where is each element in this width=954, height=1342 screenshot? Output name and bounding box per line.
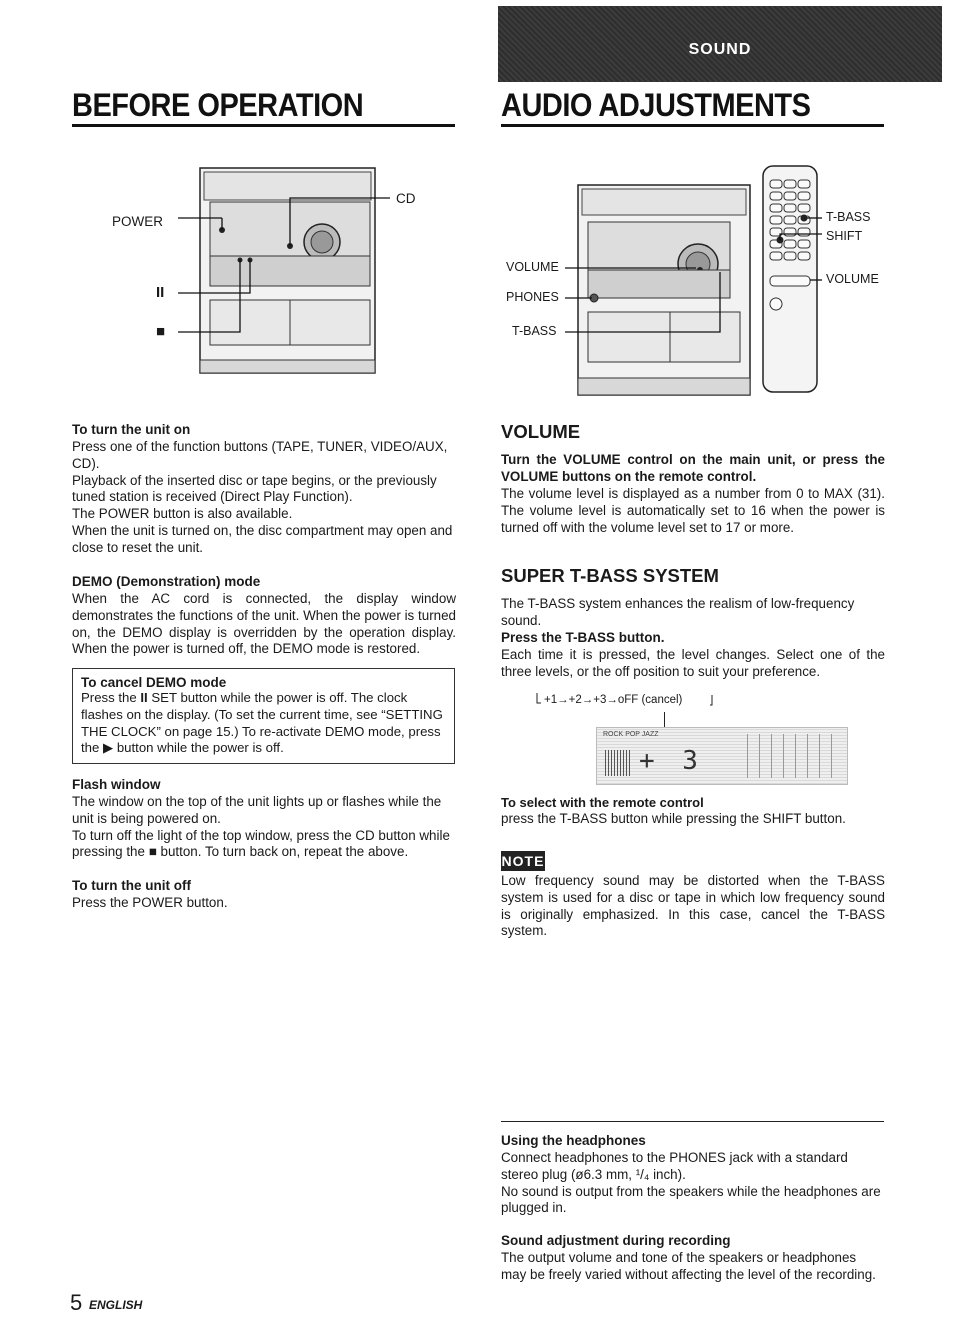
turn-on-heading: To turn the unit on	[72, 422, 191, 437]
unit-and-remote-figure	[500, 160, 900, 400]
tbass-press-instruction: Press the T-BASS button.	[501, 630, 665, 645]
turn-on-p2: Playback of the inserted disc or tape begins, or the previously tuned station is received (Direct Play Function).	[72, 472, 437, 505]
flash-p1: The window on the top of the unit lights up or flashes while the unit is being powered on.	[72, 794, 442, 826]
flash-p2: To turn off the light of the top window, press the CD button while pressing the ■ button. To turn back on, repeat the above.	[72, 827, 450, 860]
tbass-sequence-text: +1→+2→+3→oFF (cancel)	[544, 694, 683, 706]
volume-body: The volume level is displayed as a number from 0 to MAX (31). The volume level is automatically set to 16 when the power is turned off with the volume level set to 17 or more.	[501, 486, 885, 535]
left-title: BEFORE OPERATION	[72, 88, 364, 124]
headphones-p1: Connect headphones to the PHONES jack with a standard stereo plug (ø6.3 mm, ¹/₄ inch).	[501, 1150, 848, 1182]
left-title-rule	[72, 124, 455, 127]
volume-instruction: Turn the VOLUME control on the main unit, or press the VOLUME buttons on the remote control.	[501, 452, 885, 484]
unit-front-illustration	[100, 160, 440, 390]
turn-off-heading: To turn the unit off	[72, 878, 191, 893]
turn-on-body	[72, 439, 456, 557]
bottom-rule	[501, 1121, 884, 1122]
volume-heading: VOLUME	[501, 421, 581, 442]
tbass-heading: SUPER T-BASS SYSTEM	[501, 565, 719, 586]
headphones-heading: Using the headphones	[501, 1133, 646, 1148]
tbass-body: Each time it is pressed, the level changes. Select one of the three levels, or the off position to suit your preference.	[501, 647, 885, 679]
page-language: ENGLISH	[89, 1298, 143, 1312]
headphones-body	[501, 1150, 885, 1217]
stop-icon: ■	[148, 844, 157, 860]
play-icon: ▶	[103, 740, 114, 756]
demo-body: When the AC cord is connected, the display window demonstrates the functions of the unit. When the power is turned on, the DEMO display is overridden by the operation display. When the power is turned off, the DEMO mode is restored.	[72, 591, 456, 657]
tbass-intro: The T-BASS system enhances the realism of low-frequency sound.	[501, 596, 855, 628]
pause-symbol: II	[156, 284, 165, 301]
flash-body	[72, 794, 456, 861]
shift-remote-label: SHIFT	[826, 229, 863, 243]
demo-heading: DEMO (Demonstration) mode	[72, 574, 261, 589]
note-body: Low frequency sound may be distorted when the T-BASS system is used for a disc or tape in which low frequency sound is originally emphasized. In this case, cancel the T-BASS system.	[501, 873, 885, 939]
recording-body: The output volume and tone of the speakers or headphones may be freely varied without affecting the level of the recording.	[501, 1250, 876, 1282]
tbass-remote-label: T-BASS	[826, 210, 871, 224]
cancel-demo-body: Press the II SET button while the power is off. The clock flashes on the display. (To set the current time, see “SETTING THE CLOCK” on page 15.) To re-activate DEMO mode, press the ▶ button while the power is off.	[81, 690, 443, 756]
level-bars-icon	[605, 750, 631, 776]
unit-front-figure	[100, 160, 440, 390]
flash-heading: Flash window	[72, 777, 161, 792]
note-badge: NOTE	[501, 853, 545, 869]
cancel-demo-heading: To cancel DEMO mode	[81, 675, 227, 690]
recording-heading: Sound adjustment during recording	[501, 1233, 731, 1248]
turn-on-p4: When the unit is turned on, the disc compartment may open and close to reset the unit.	[72, 522, 453, 555]
stop-symbol: ■	[156, 323, 166, 340]
section-banner	[498, 6, 942, 82]
tbass-display-window	[596, 727, 848, 785]
cd-label: CD	[396, 191, 416, 206]
banner-label: SOUND	[688, 41, 752, 58]
display-grid-icon	[747, 734, 837, 778]
volume-knob-label: VOLUME	[506, 260, 559, 274]
headphones-p2: No sound is output from the speakers while the headphones are plugged in.	[501, 1183, 881, 1216]
turn-off-body: Press the POWER button.	[72, 895, 228, 910]
display-readout: + 3	[639, 746, 704, 776]
volume-remote-label: VOLUME	[826, 272, 879, 286]
turn-on-p1: Press one of the function buttons (TAPE, TUNER, VIDEO/AUX, CD).	[72, 439, 448, 471]
right-title-rule	[501, 124, 884, 127]
right-title: AUDIO ADJUSTMENTS	[501, 88, 811, 124]
turn-on-p3: The POWER button is also available.	[72, 506, 293, 522]
pause-symbol-inline: II	[140, 690, 148, 705]
page-number: 5	[70, 1290, 83, 1315]
tbass-unit-label: T-BASS	[512, 324, 557, 338]
phones-jack-label: PHONES	[506, 290, 559, 304]
remote-select-body: press the T-BASS button while pressing the SHIFT button.	[501, 811, 846, 826]
power-label: POWER	[112, 214, 164, 229]
remote-select-heading: To select with the remote control	[501, 795, 704, 810]
tbass-sequence	[534, 691, 734, 711]
display-eq-labels: ROCK POP JAZZ	[603, 731, 659, 738]
cancel-demo-box	[72, 668, 455, 764]
